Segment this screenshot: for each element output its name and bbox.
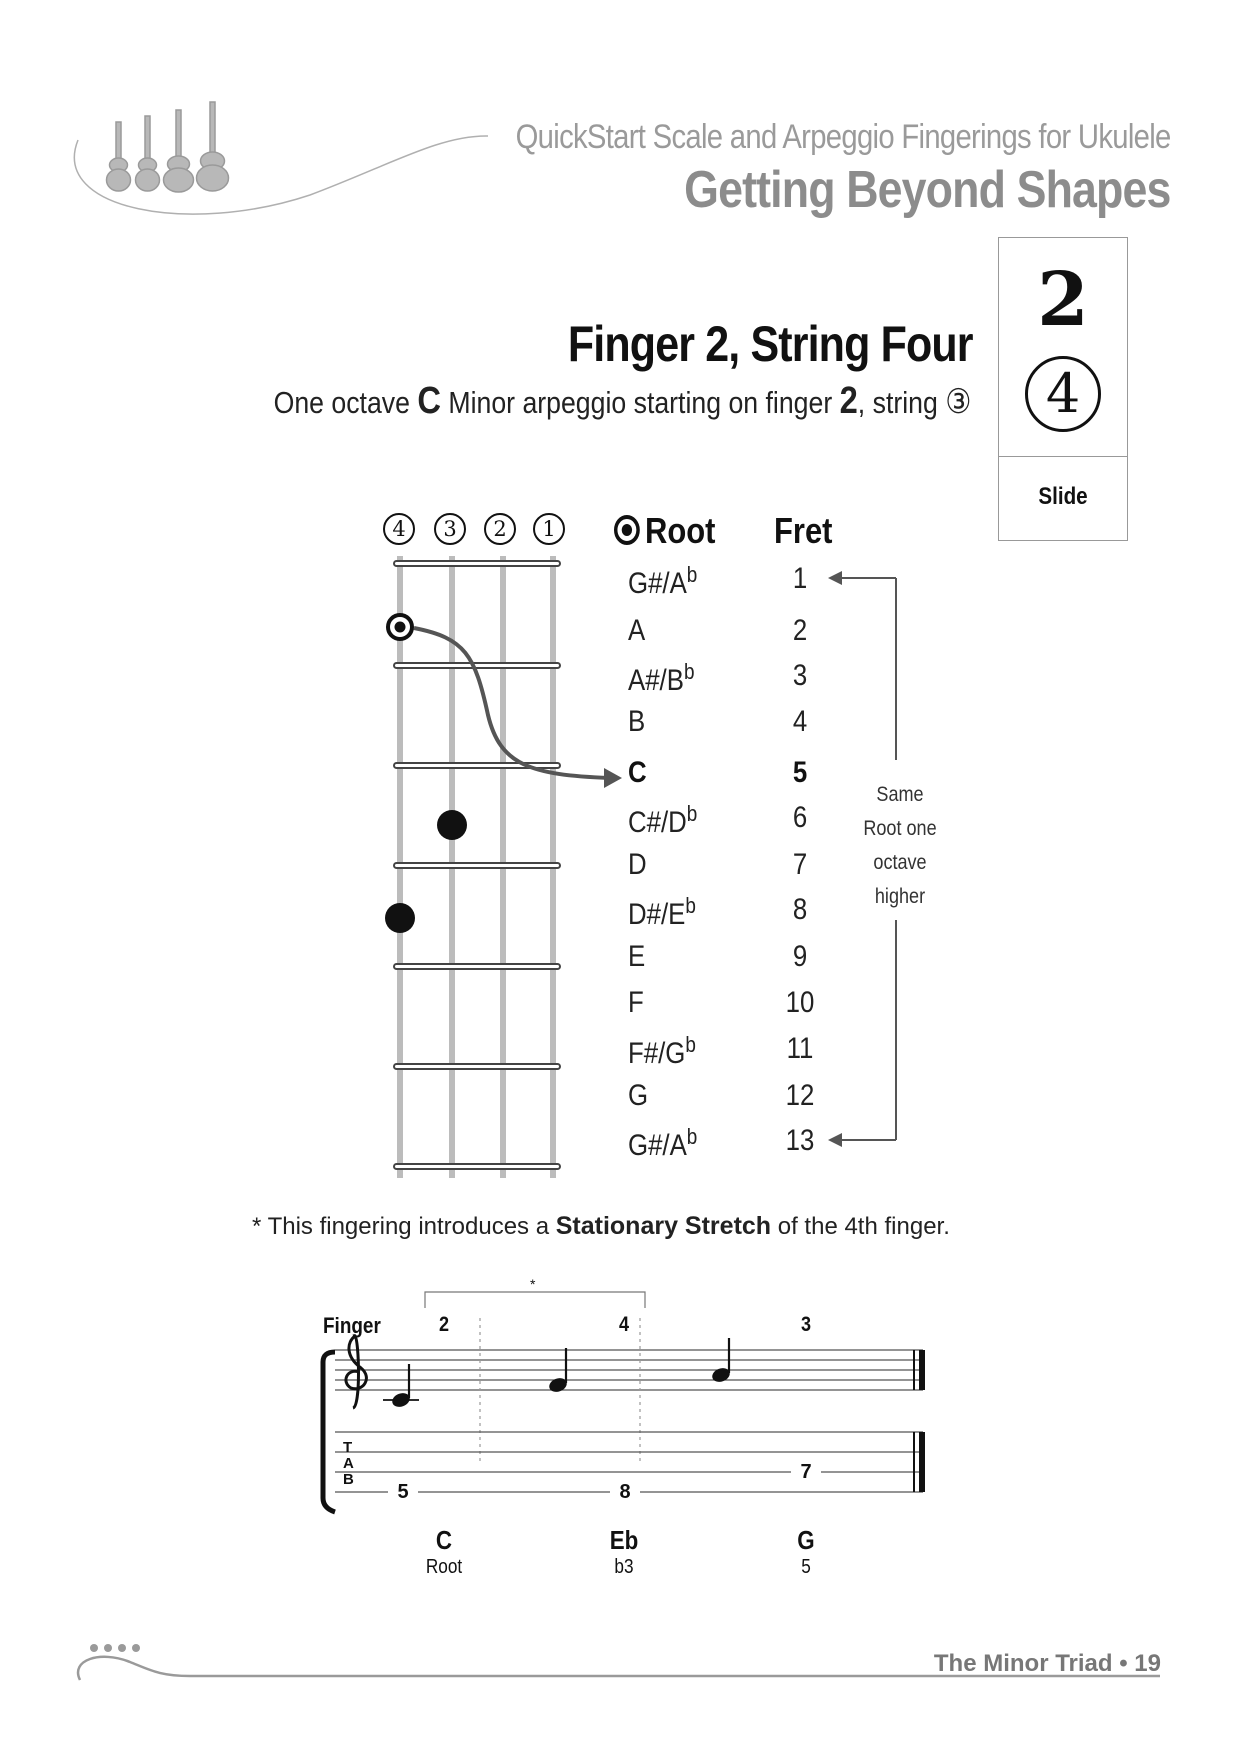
fret-line [394,964,560,969]
arpeggio-degree: b3 [614,1556,634,1578]
subheading-pre: One octave [273,385,417,420]
fret-line [394,863,560,868]
subheading-mid: Minor arpeggio starting on finger [440,385,840,420]
position-box [998,237,1128,541]
stretch-bracket [425,1292,645,1308]
root-header [614,510,715,552]
note-dot-fret8-string4 [385,903,415,933]
note-name: E [628,940,646,973]
fret-number: 6 [792,801,808,834]
octave-note: Same Root one octave higher [863,783,937,908]
note-name: F [628,986,644,1019]
page-heading: Finger 2, String Four [568,316,973,372]
footnote-term: Stationary Stretch [555,1212,772,1240]
fret-number: 3 [792,659,808,692]
series-title: QuickStart Scale and Arpeggio Fingerings for Ukulele [516,118,1171,156]
fret-line [394,1164,560,1169]
note-dot-fret6-string3 [437,810,467,840]
note-name: $G\#/A^b$ [628,1124,698,1162]
finger-label: Finger [323,1313,381,1338]
header-logo [70,100,490,240]
string-label-4: 4 [383,513,415,545]
barline-end [913,1350,925,1390]
fret-number: 13 [785,1124,815,1157]
fret-number: 2 [792,614,808,647]
arpeggio-degree: 5 [801,1556,811,1578]
fret-number: 12 [785,1079,815,1112]
tab-barline-end [913,1432,925,1492]
fret-number: 10 [785,986,815,1019]
subheading-string: ③ [944,383,971,421]
finger-number: 3 [800,1313,812,1336]
fret-number-root: 5 [792,756,808,789]
tab-fret-number: 8 [610,1482,640,1502]
arpeggio-degree: Root [425,1556,463,1578]
fret-header: Fret [774,510,833,551]
note-name: $F\#/G^b$ [628,1032,696,1070]
book-title: Getting Beyond Shapes [684,161,1171,219]
fret-number: 11 [786,1032,814,1065]
subheading-post: , string [857,385,945,420]
bracket-arrow-bottom [828,1133,842,1147]
position-string: 4 [1025,356,1101,432]
tab-fret-number: 5 [388,1482,418,1502]
subheading-key: C [416,380,441,422]
fret-line [394,663,560,668]
note-name: $A\#/B^b$ [628,659,695,697]
footer-dots-icon [90,1644,140,1652]
finger-number: 4 [618,1313,630,1336]
string-label-1: 1 [533,513,565,545]
slide-arrow-head [604,768,622,788]
note-name: $D\#/E^b$ [628,893,696,931]
footnote: * This fingering introduces a Stationary Stretch of the 4th finger. [252,1212,950,1240]
fretboard-frets [394,561,560,1169]
ukulele-group-icon [107,102,229,192]
root-note-marker-center [395,622,406,633]
note-name: A [628,614,646,647]
fret-line [394,1064,560,1069]
tab-letter-t: T [343,1439,353,1456]
page-footer: The Minor Triad • 19 [933,1650,1161,1677]
system-bracket [323,1352,335,1512]
fret-line [394,561,560,566]
note-name: D [628,848,647,881]
note-name: G [628,1079,649,1112]
fret-number: 8 [792,893,808,926]
position-technique: Slide [1038,483,1088,510]
string-label-2: 2 [484,513,516,545]
bracket-arrow-top [828,571,842,585]
fret-number: 1 [792,562,808,595]
note-name: B [628,705,646,738]
note-name: $C\#/D^b$ [628,801,698,839]
arpeggio-note-name: Eb [609,1525,639,1555]
slide-arrow [414,628,610,778]
arpeggio-note-name: G [797,1525,815,1555]
string-label-3: 3 [434,513,466,545]
fret-number: 9 [792,940,808,973]
fret-number: 7 [792,848,808,881]
treble-clef-icon [346,1336,366,1408]
root-header-label: Root [644,510,716,551]
stretch-mark: * [530,1276,536,1292]
note-name: $G\#/A^b$ [628,562,698,600]
finger-number: 2 [438,1313,450,1336]
root-marker-icon [614,515,640,545]
tab-letter-a: A [343,1455,354,1472]
subheading-finger: 2 [839,380,858,422]
fret-number: 4 [792,705,808,738]
note-name-root: C [628,756,647,789]
page-subheading [273,380,971,423]
tab-letter-b: B [343,1471,354,1488]
staff-lines [335,1350,923,1390]
arpeggio-note-name: C [435,1525,453,1555]
position-finger: 2 [1037,257,1089,343]
fretboard [370,550,640,1190]
position-box-divider [999,456,1127,457]
tab-fret-number: 7 [791,1462,821,1482]
